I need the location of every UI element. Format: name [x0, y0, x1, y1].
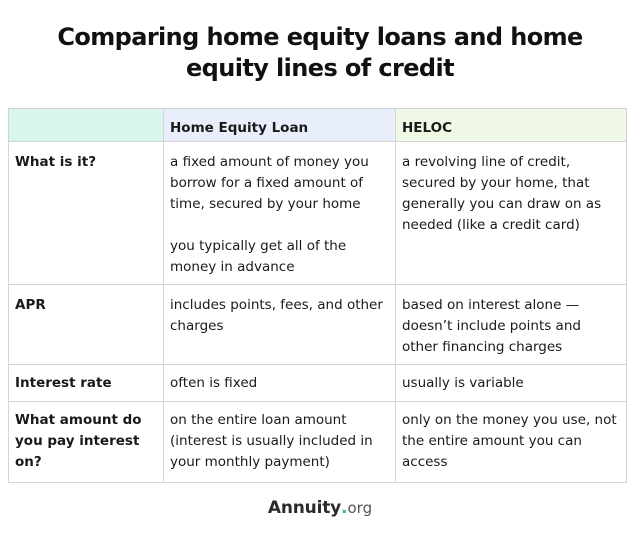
table-row [9, 285, 627, 365]
row-label-apr: APR [9, 285, 164, 365]
logo-tld: org [347, 499, 373, 517]
logo-dot: . [341, 498, 348, 518]
title-line-1: Comparing home equity loans and home [57, 23, 583, 51]
loan-cell-interest-rate: often is fixed [164, 365, 396, 402]
heloc-cell-apr: based on interest alone — doesn’t include points and other financing charges [396, 285, 627, 365]
table-row [9, 402, 627, 483]
loan-cell-interest-amount: on the entire loan amount (interest is usually included in your monthly payment) [164, 402, 396, 483]
table-header-row [9, 109, 627, 142]
header-empty-cell [9, 109, 164, 142]
row-label-what-is-it: What is it? [9, 142, 164, 285]
loan-what-is-it-paragraph-1: a fixed amount of money you borrow for a fixed amount of time, secured by your home [170, 154, 369, 212]
row-label-interest-rate: Interest rate [9, 365, 164, 402]
header-home-equity-loan: Home Equity Loan [164, 109, 396, 142]
logo-brand: Annuity [267, 498, 342, 518]
title-line-2: equity lines of credit [185, 54, 454, 82]
comparison-table [8, 108, 627, 483]
annuity-org-logo [0, 498, 640, 518]
header-heloc: HELOC [396, 109, 627, 142]
loan-cell-apr: includes points, fees, and other charges [164, 285, 396, 365]
heloc-cell-interest-amount: only on the money you use, not the entire amount you can access [396, 402, 627, 483]
loan-cell-what-is-it [164, 142, 396, 285]
heloc-cell-interest-rate: usually is variable [396, 365, 627, 402]
table-row [9, 142, 627, 285]
table-row [9, 365, 627, 402]
loan-what-is-it-paragraph-2: you typically get all of the money in advance [170, 238, 347, 275]
row-label-interest-amount: What amount do you pay interest on? [9, 402, 164, 483]
heloc-cell-what-is-it: a revolving line of credit, secured by your home, that generally you can draw on as needed (like a credit card) [396, 142, 627, 285]
page-title [0, 22, 640, 84]
